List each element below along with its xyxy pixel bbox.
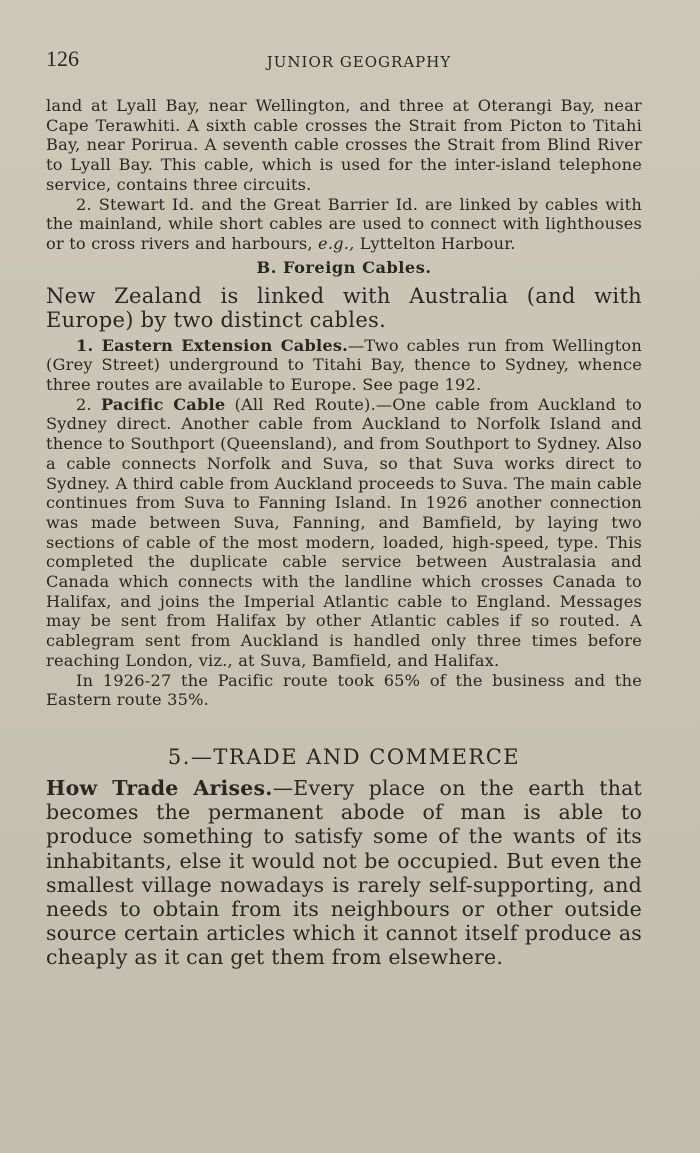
paragraph-statistic: In 1926-27 the Pacific route took 65% of the business and the Eastern route 35%. — [46, 670, 642, 710]
foreign-lead-paragraph: New Zealand is linked with Australia (and with Europe) by two distinct cables. — [46, 283, 642, 332]
running-head: JUNIOR GEOGRAPHY — [266, 53, 452, 71]
eastern-text: —Two cables run from Wellington (Grey Street) underground to Titahi Bay, thence to Sydney, whence three routes are available to Europe. See page 192. — [46, 335, 642, 395]
page-number: 126 — [46, 46, 79, 71]
paragraph-item-2 — [46, 195, 642, 254]
cables-section — [46, 96, 642, 278]
paragraph-eastern — [46, 336, 642, 395]
item-2-emphasis: e.g., — [318, 233, 355, 253]
pacific-text: (All Red Route).—One cable from Auckland to Sydney direct. Another cable from Auckland to Norfolk Island and thence to Southport (Queensland), and from Southport to Sydney. Also a cable connects Norfolk and Suva, so that Suva works direct to Sydney. A third cable from Auckland proceeds to Suva. The main cable continues from Suva to Fanning Island. In 1926 another connection was made between Suva, Fanning, and Bamfield, by laying two sections of cable of the most modern, loaded, high-speed, type. This completed the duplicate cable service between Australasia and Canada which connects with the landline which crosses Canada to Halifax, and joins the Imperial Atlantic cable to England. Messages may be sent from Halifax by other Atlantic cables if so routed. A cablegram sent from Auckland is handled only three times before reaching London, viz., at Suva, Bamfield, and Halifax. — [46, 394, 642, 670]
paragraph-continuation: land at Lyall Bay, near Wellington, and three at Oterangi Bay, near Cape Terawhiti. A sixth cable crosses the Strait from Picton to Titahi Bay, near Porirua. A seventh cable crosses the Strait from Blind River to Lyall Bay. This cable, which is used for the inter-island telephone service, contains three circuits. — [46, 96, 642, 194]
paragraph-trade — [46, 776, 642, 970]
item-2-text-end: Lyttelton Harbour. — [354, 233, 516, 253]
pacific-prefix: 2. — [76, 394, 101, 414]
trade-section — [46, 776, 642, 970]
pacific-heading: Pacific Cable — [100, 394, 226, 414]
paragraph-pacific — [46, 395, 642, 671]
section-title: 5.—TRADE AND COMMERCE — [167, 744, 521, 769]
eastern-heading: 1. Eastern Extension Cables. — [76, 335, 348, 355]
trade-heading: How Trade Arises. — [46, 775, 273, 800]
foreign-cables-heading: B. Foreign Cables. — [256, 257, 432, 277]
trade-text: —Every place on the earth that becomes the permanent abode of man is able to produce something to satisfy some of the wants of its inhabitants, else it would not be occupied. But even the smallest village nowadays is rarely self-supporting, and needs to obtain from its neighbours or other outside source certain articles which it cannot itself produce as cheaply as it can get them from elsewhere. — [46, 775, 642, 970]
item-2-text: 2. Stewart Id. and the Great Barrier Id. are linked by cables with the mainland, while short cables are used to connect with lighthouses or to cross rivers and harbours, — [46, 194, 642, 253]
page-body — [46, 96, 642, 970]
page-header — [46, 46, 642, 76]
foreign-cables-section — [46, 336, 642, 710]
